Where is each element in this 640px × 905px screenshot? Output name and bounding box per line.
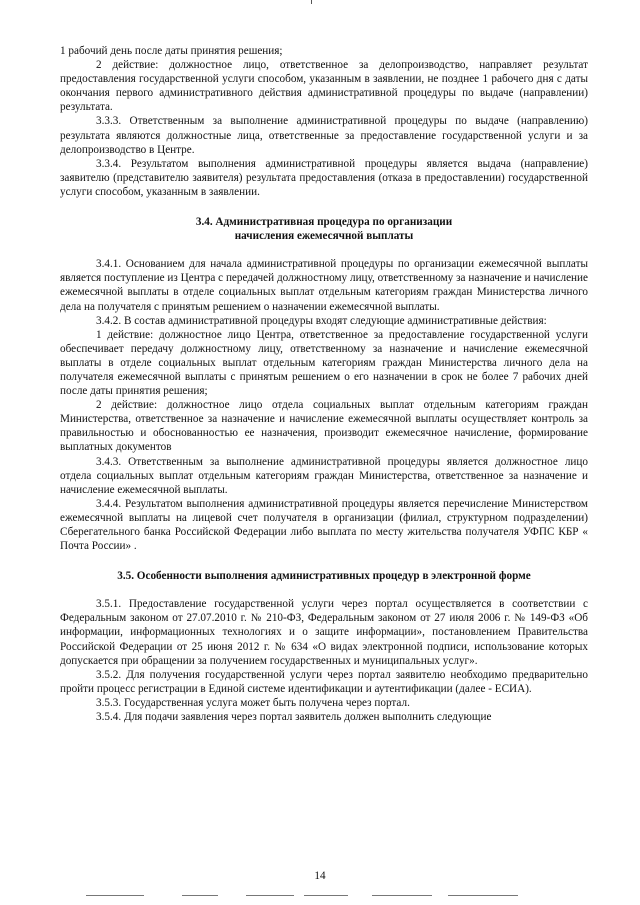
paragraph: 2 действие: должностное лицо отдела социальных выплат отдельным категориям граждан Министерства, ответственное за назначение и начисление ежемесячной выплаты осуществляет контроль за правильностью и обоснованностью ее назначения, производит ежемесячное начисление, формирование выплатных документов [60,399,588,454]
scan-tick-mark [311,0,312,4]
paragraph: 3.4.2. В состав административной процедуры входят следующие административные действия: [96,314,547,327]
paragraph: 3.4.3. Ответственным за выполнение административной процедуры является должностное лицо отдела социальных выплат отдельным категориям граждан Министерства, ответственное за назначение и начисление ежемесячной выплаты. [60,455,588,496]
scan-artifact-line [304,895,348,896]
section-heading-3-4-line2: начисления ежемесячной выплаты [234,230,414,243]
page-number: 14 [314,870,326,882]
paragraph: 3.3.3. Ответственным за выполнение административной процедуры по выдаче (направлению) результата являются должностные лица, ответственные за предоставление государственной услуги и за делопроизводство в Центре. [60,115,588,156]
document-page [60,44,588,724]
paragraph: 1 действие: должностное лицо Центра, ответственное за предоставление государственной услуги обеспечивает передачу должностному лицу, ответственному за назначение и начисление ежемесячной выплаты в отделе социальных выплат отдельным категориям граждан Министерства личного дела на получателя ежемесячной выплаты с принятым решением о его назначении в срок не более 7 рабочих дней после даты принятия решения; [60,328,588,398]
scan-artifact-line [448,895,518,896]
scan-artifact-line [246,895,294,896]
paragraph: 3.4.4. Результатом выполнения административной процедуры является перечисление Министерством ежемесячной выплаты на лицевой счет получателя в организации (филиал, структурном подразделении) Сберегательного банка Российской Федерации либо выплата по месту жительства получателя УФПС КБР « Почта России» . [60,497,588,553]
paragraph: 2 действие: должностное лицо, ответственное за делопроизводство, направляет результат предоставления государственной услуги способом, указанным в заявлении, не позднее 1 рабочего дня с даты окончания первого административного действия административной процедуры по выдаче (направлении) результата. [60,59,588,114]
paragraph: 3.5.4. Для подачи заявления через портал заявитель должен выполнить следующие [96,711,492,724]
paragraph: 3.3.4. Результатом выполнения административной процедуры является выдача (направление) заявителю (представителю заявителя) результата предоставления (отказа в предоставлении) государственной услуги способом, указанным в заявлении. [60,157,588,198]
scan-artifact-line [372,895,432,896]
paragraph: 3.5.2. Для получения государственной услуги через портал заявителю необходимо предварительно пройти процесс регистрации в Единой системе идентификации и аутентификации (далее - ЕСИА). [60,668,588,695]
paragraph: 1 рабочий день после даты принятия решения; [60,45,283,57]
section-heading-3-4: 3.4. Административная процедура по организации [195,216,453,229]
scan-artifact-line [182,895,218,896]
paragraph: 3.5.1. Предоставление государственной услуги через портал осуществляется в соответствии с Федеральным законом от 27.07.2010 г. № 210-ФЗ, Федеральным законом от 27 июля 2006 г. № 149-ФЗ «Об информации, информационных технологиях и о защите информации», постановлением Правительства Российской Федерации от 25 июня 2012 г. № 634 «О видах электронной подписи, использование которых допускается при обращении за получением государственных и муниципальных услуг». [60,598,588,667]
paragraph: 3.5.3. Государственная услуга может быть получена через портал. [96,696,410,709]
paragraph: 3.4.1. Основанием для начала административной процедуры по организации ежемесячной выплаты является поступление из Центра с передачей должностному лицу, ответственному за назначение и начисление ежемесячной выплаты в отделе социальных выплат отдельным категориям граждан Министерства личного дела на получателя с принятым решением о назначении ежемесячной выплаты. [60,258,588,313]
section-heading-3-5: 3.5. Особенности выполнения административных процедур в электронной форме [117,570,531,583]
scan-artifact-line [86,895,144,896]
